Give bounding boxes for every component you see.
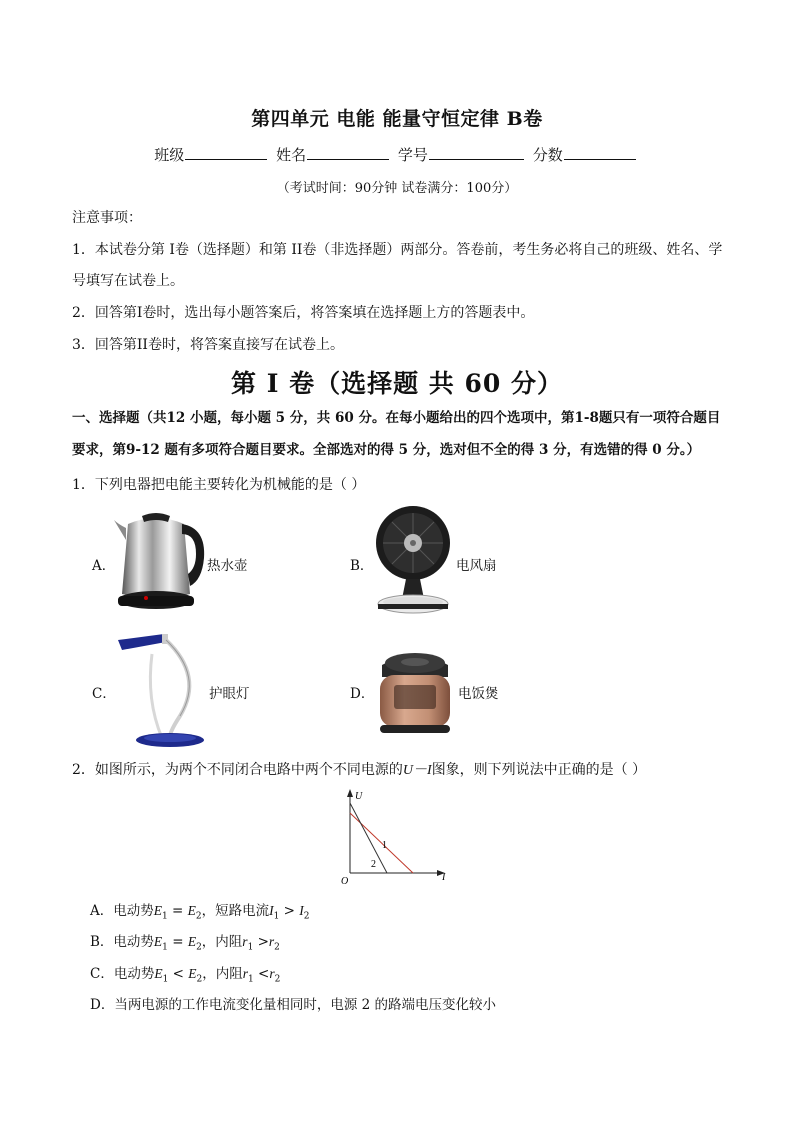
q1-option-c-letter[interactable]: C． [92, 686, 116, 702]
q2-option-d[interactable]: D．当两电源的工作电流变化量相同时，电源 2 的路端电压变化较小 [90, 997, 496, 1013]
q1-option-a-letter[interactable]: A． [92, 558, 116, 574]
student-info-line [0, 143, 794, 165]
student-id-blank[interactable] [429, 143, 524, 160]
q1-option-d-letter[interactable]: D． [350, 686, 375, 702]
name-blank[interactable] [307, 143, 389, 160]
section-instructions-2: 要求，第9-12 题有多项符合题目要求。全部选对的得 5 分，选对但不全的得 3 分，有选错的得 0 分。） [72, 442, 701, 458]
q2-stem [72, 759, 646, 779]
line-2-label: 2 [371, 859, 376, 870]
notes-heading: 注意事项： [72, 210, 142, 226]
q2-option-c[interactable]: C．电动势$E_1 < E_2$，内阻$r_1 <r_2$ [90, 966, 281, 985]
q2-option-b[interactable]: B．电动势$E_1 = E_2$，内阻$r_1 >r_2$ [90, 934, 280, 953]
exam-title: 第四单元 电能 能量守恒定律 B卷 [251, 108, 543, 130]
q2-stem-prefix: 2．如图所示，为两个不同闭合电路中两个不同电源的 [72, 762, 403, 778]
line-1-label: 1 [382, 840, 387, 851]
q1-option-c-label: 护眼灯 [209, 686, 250, 702]
note-item-1: 1．本试卷分第 I卷（选择题）和第 II卷（非选择题）两部分。答卷前，考生务必将自己的班级、姓名、学 [72, 242, 723, 258]
origin-label: O [341, 876, 349, 887]
name-label: 姓名 [276, 146, 307, 164]
student-id-label: 学号 [397, 146, 428, 164]
ui-graph [335, 785, 455, 889]
kettle-icon [112, 510, 208, 614]
class-blank[interactable] [185, 143, 267, 160]
q1-option-b-label: 电风扇 [456, 558, 497, 574]
note-item-1-cont: 号填写在试卷上。 [72, 273, 184, 289]
line-2 [350, 803, 387, 873]
exam-info: （考试时间：90分钟 试卷满分：100分） [276, 181, 518, 196]
note-item-2: 2．回答第I卷时，选出每小题答案后，将答案填在选择题上方的答题表中。 [72, 305, 535, 321]
score-blank[interactable] [564, 143, 636, 160]
note-item-3: 3．回答第II卷时，将答案直接写在试卷上。 [72, 337, 344, 353]
rice-cooker-icon [374, 645, 456, 737]
section-instructions-1: 一、选择题（共12 小题，每小题 5 分，共 60 分。在每小题给出的四个选项中，第1-8题只有一项符合题目 [72, 410, 721, 426]
class-label: 班级 [154, 146, 185, 164]
q2-stem-symbol: U－I [402, 763, 432, 778]
q1-option-d-label: 电饭煲 [458, 686, 499, 702]
y-axis-arrow [347, 789, 353, 797]
x-axis-label: I [442, 872, 446, 883]
q1-option-a-label: 热水壶 [207, 558, 248, 574]
q1-stem: 1．下列电器把电能主要转化为机械能的是（ ） [72, 477, 366, 493]
q2-stem-suffix: 图象，则下列说法中正确的是（ ） [431, 762, 647, 778]
lamp-icon [112, 630, 208, 748]
score-label: 分数 [532, 146, 563, 164]
fan-icon [374, 503, 452, 617]
section-title: 第 I 卷（选择题 共 60 分） [230, 369, 563, 398]
q2-option-a[interactable]: A．电动势$E_1 = E_2$，短路电流$I_1 > I_2$ [90, 903, 310, 922]
y-axis-label: U [355, 791, 363, 802]
q1-option-b-letter[interactable]: B． [350, 558, 374, 574]
